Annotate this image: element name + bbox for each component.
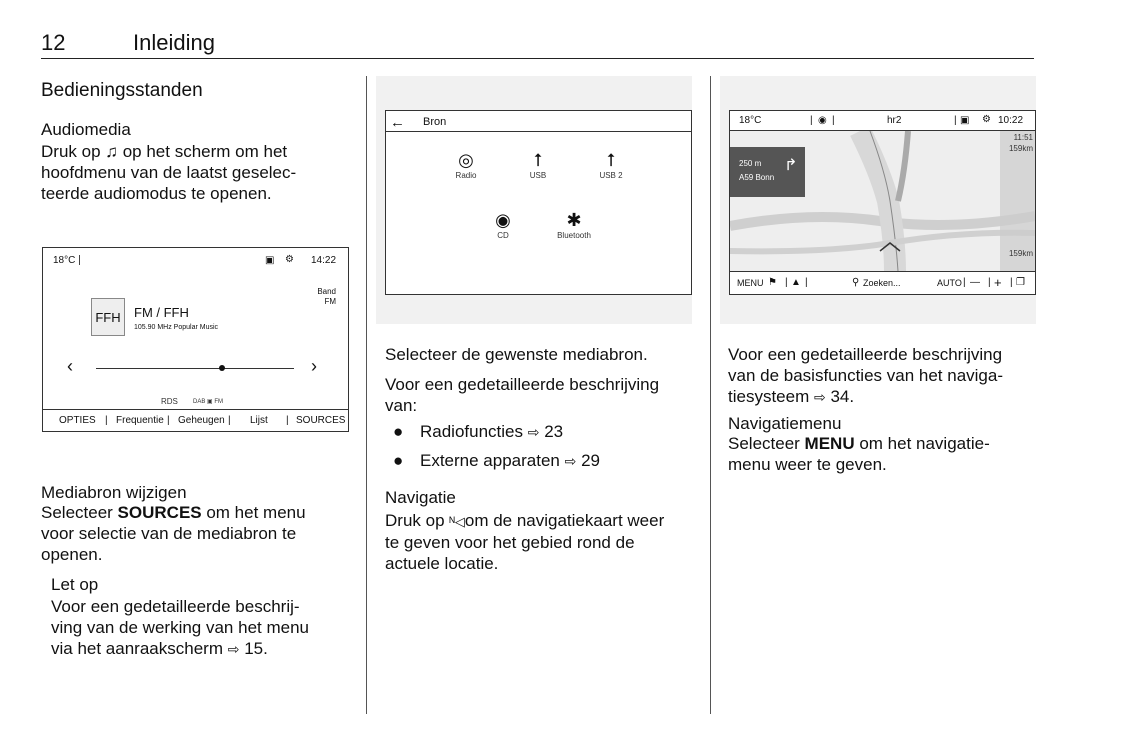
band-value[interactable]: FM <box>324 297 336 306</box>
frequency-slider[interactable] <box>96 368 294 369</box>
source-radio[interactable]: ◎ Radio <box>436 149 496 180</box>
chapter-title: Inleiding <box>133 30 215 55</box>
navmenu-title: Navigatiemenu <box>728 414 842 433</box>
screen-icon: ▣ <box>960 115 970 126</box>
compass-icon[interactable]: ▲ <box>791 277 801 288</box>
dab-fm-label: DAB ▣ FM <box>193 399 224 405</box>
zoom-out-button[interactable]: — <box>970 277 980 288</box>
note-text: Voor een gedetailleerde beschrij- ving van de werking van het menu via het aanraakscherm ⇨ 15. <box>51 597 309 658</box>
reference-arrow-icon: ⇨ <box>527 424 540 440</box>
note-title: Let op <box>51 575 99 594</box>
temperature: 18°C <box>53 255 76 266</box>
page-number: 12 <box>41 30 66 55</box>
turn-right-icon: ↱ <box>784 157 798 174</box>
navmenu-text: Selecteer MENU om het navigatie- menu weer te geven. <box>728 434 990 474</box>
bluetooth-icon: ✱ <box>566 210 582 230</box>
back-arrow-icon[interactable]: ← <box>390 114 405 131</box>
nav-screen <box>729 110 1036 295</box>
source-screen <box>385 110 692 295</box>
reference-arrow-icon: ⇨ <box>813 389 826 405</box>
tab-geheugen[interactable]: Geheugen <box>178 415 225 426</box>
col2-p2: Voor een gedetailleerde beschrijving van: <box>385 375 660 415</box>
tab-opties[interactable]: OPTIES <box>59 415 96 426</box>
reference-arrow-icon: ⇨ <box>564 453 577 469</box>
text-line: hoofdmenu van de laatst geselec- <box>41 163 297 182</box>
text-line: teerde audiomodus te openen. <box>41 184 272 203</box>
mediabron-text: Selecteer SOURCES om het menu voor selectie van de mediabron te openen. <box>41 503 306 564</box>
text-line: Druk op ♫ op het scherm om het <box>41 142 288 161</box>
section-title: Bedieningsstanden <box>41 80 203 101</box>
station-logo: FFH <box>91 298 125 336</box>
audio-text <box>41 141 296 204</box>
source-usb[interactable]: ⭡ USB <box>508 149 568 180</box>
usb-icon: ⭡ <box>606 150 616 170</box>
nav-bottom-bar: MENU ⚑ | ▲ | ⚲ Zoeken... AUTO | — | + | ❐ <box>730 271 1035 295</box>
mediabron-title: Mediabron wijzigen <box>41 483 187 502</box>
status-bar: 18°C | ◉ | hr2 | ▣ ⚙ 10:22 <box>730 111 1035 131</box>
bullet-item: ● Radiofuncties ⇨ 23 <box>393 422 564 441</box>
slider-handle[interactable] <box>219 365 225 371</box>
screen-icon[interactable]: ▣ <box>265 255 275 266</box>
column-divider <box>710 76 711 714</box>
gear-icon[interactable]: ⚙ <box>285 254 294 265</box>
source-bluetooth[interactable]: ✱ Bluetooth <box>544 209 604 240</box>
gear-icon: ⚙ <box>982 114 991 125</box>
title-divider <box>386 131 691 132</box>
flag-icon[interactable]: ⚑ <box>768 277 777 288</box>
band-label[interactable]: Band <box>317 287 336 296</box>
station-info: 105.90 MHz Popular Music <box>134 324 219 331</box>
nav-icon: ᴺ◁ <box>449 514 465 529</box>
signal-icon: ◉ <box>818 115 827 126</box>
divider <box>79 255 80 265</box>
source-cd[interactable]: ◉ CD <box>473 209 533 240</box>
tab-frequentie[interactable]: Frequentie <box>116 415 164 426</box>
chevron-left-icon[interactable]: ‹ <box>67 356 73 376</box>
auto-button[interactable]: AUTO <box>937 278 962 288</box>
nav-text: Druk op ᴺ◁om de navigatiekaart weer te geven voor het gebied rond de actuele locatie. <box>385 511 665 573</box>
cd-icon: ◉ <box>495 210 511 230</box>
col2-p1: Selecteer de gewenste mediabron. <box>385 345 648 364</box>
zoom-in-button[interactable]: + <box>994 275 1002 290</box>
menu-button[interactable]: MENU <box>737 278 764 288</box>
nav-title: Navigatie <box>385 488 456 507</box>
col3-p1: Voor een gedetailleerde beschrijving van de basisfuncties van het naviga- tiesysteem ⇨ 34. <box>728 345 1004 406</box>
rds-label: RDS <box>161 397 178 406</box>
clock: 14:22 <box>311 255 337 266</box>
search-field[interactable]: Zoeken... <box>863 278 901 288</box>
bottom-bar: OPTIES | Frequentie | Geheugen | Lijst | SOURCES <box>43 409 348 432</box>
audio-title: Audiomedia <box>41 120 131 139</box>
bullet-item: ● Externe apparaten ⇨ 29 <box>393 451 601 470</box>
turn-instruction: 250 m A59 Bonn ↱ <box>730 147 805 197</box>
screen-title: Bron <box>423 116 447 128</box>
chevron-right-icon[interactable]: › <box>311 356 317 376</box>
layers-icon[interactable]: ❐ <box>1016 277 1025 288</box>
tab-sources[interactable]: SOURCES <box>296 415 346 426</box>
header-rule <box>41 58 1034 59</box>
source-usb-2[interactable]: ⭡ USB 2 <box>581 149 641 180</box>
tab-lijst[interactable]: Lijst <box>250 415 268 426</box>
station-name: FM / FFH <box>134 305 189 320</box>
column-divider <box>366 76 367 714</box>
audio-screen <box>42 247 349 432</box>
search-icon[interactable]: ⚲ <box>852 277 860 288</box>
radio-icon: ◎ <box>458 150 474 170</box>
reference-arrow-icon: ⇨ <box>227 641 240 657</box>
map-view[interactable]: 250 m A59 Bonn ↱ 11:51 159km 159km <box>730 131 1035 271</box>
usb-icon: ⭡ <box>533 150 543 170</box>
